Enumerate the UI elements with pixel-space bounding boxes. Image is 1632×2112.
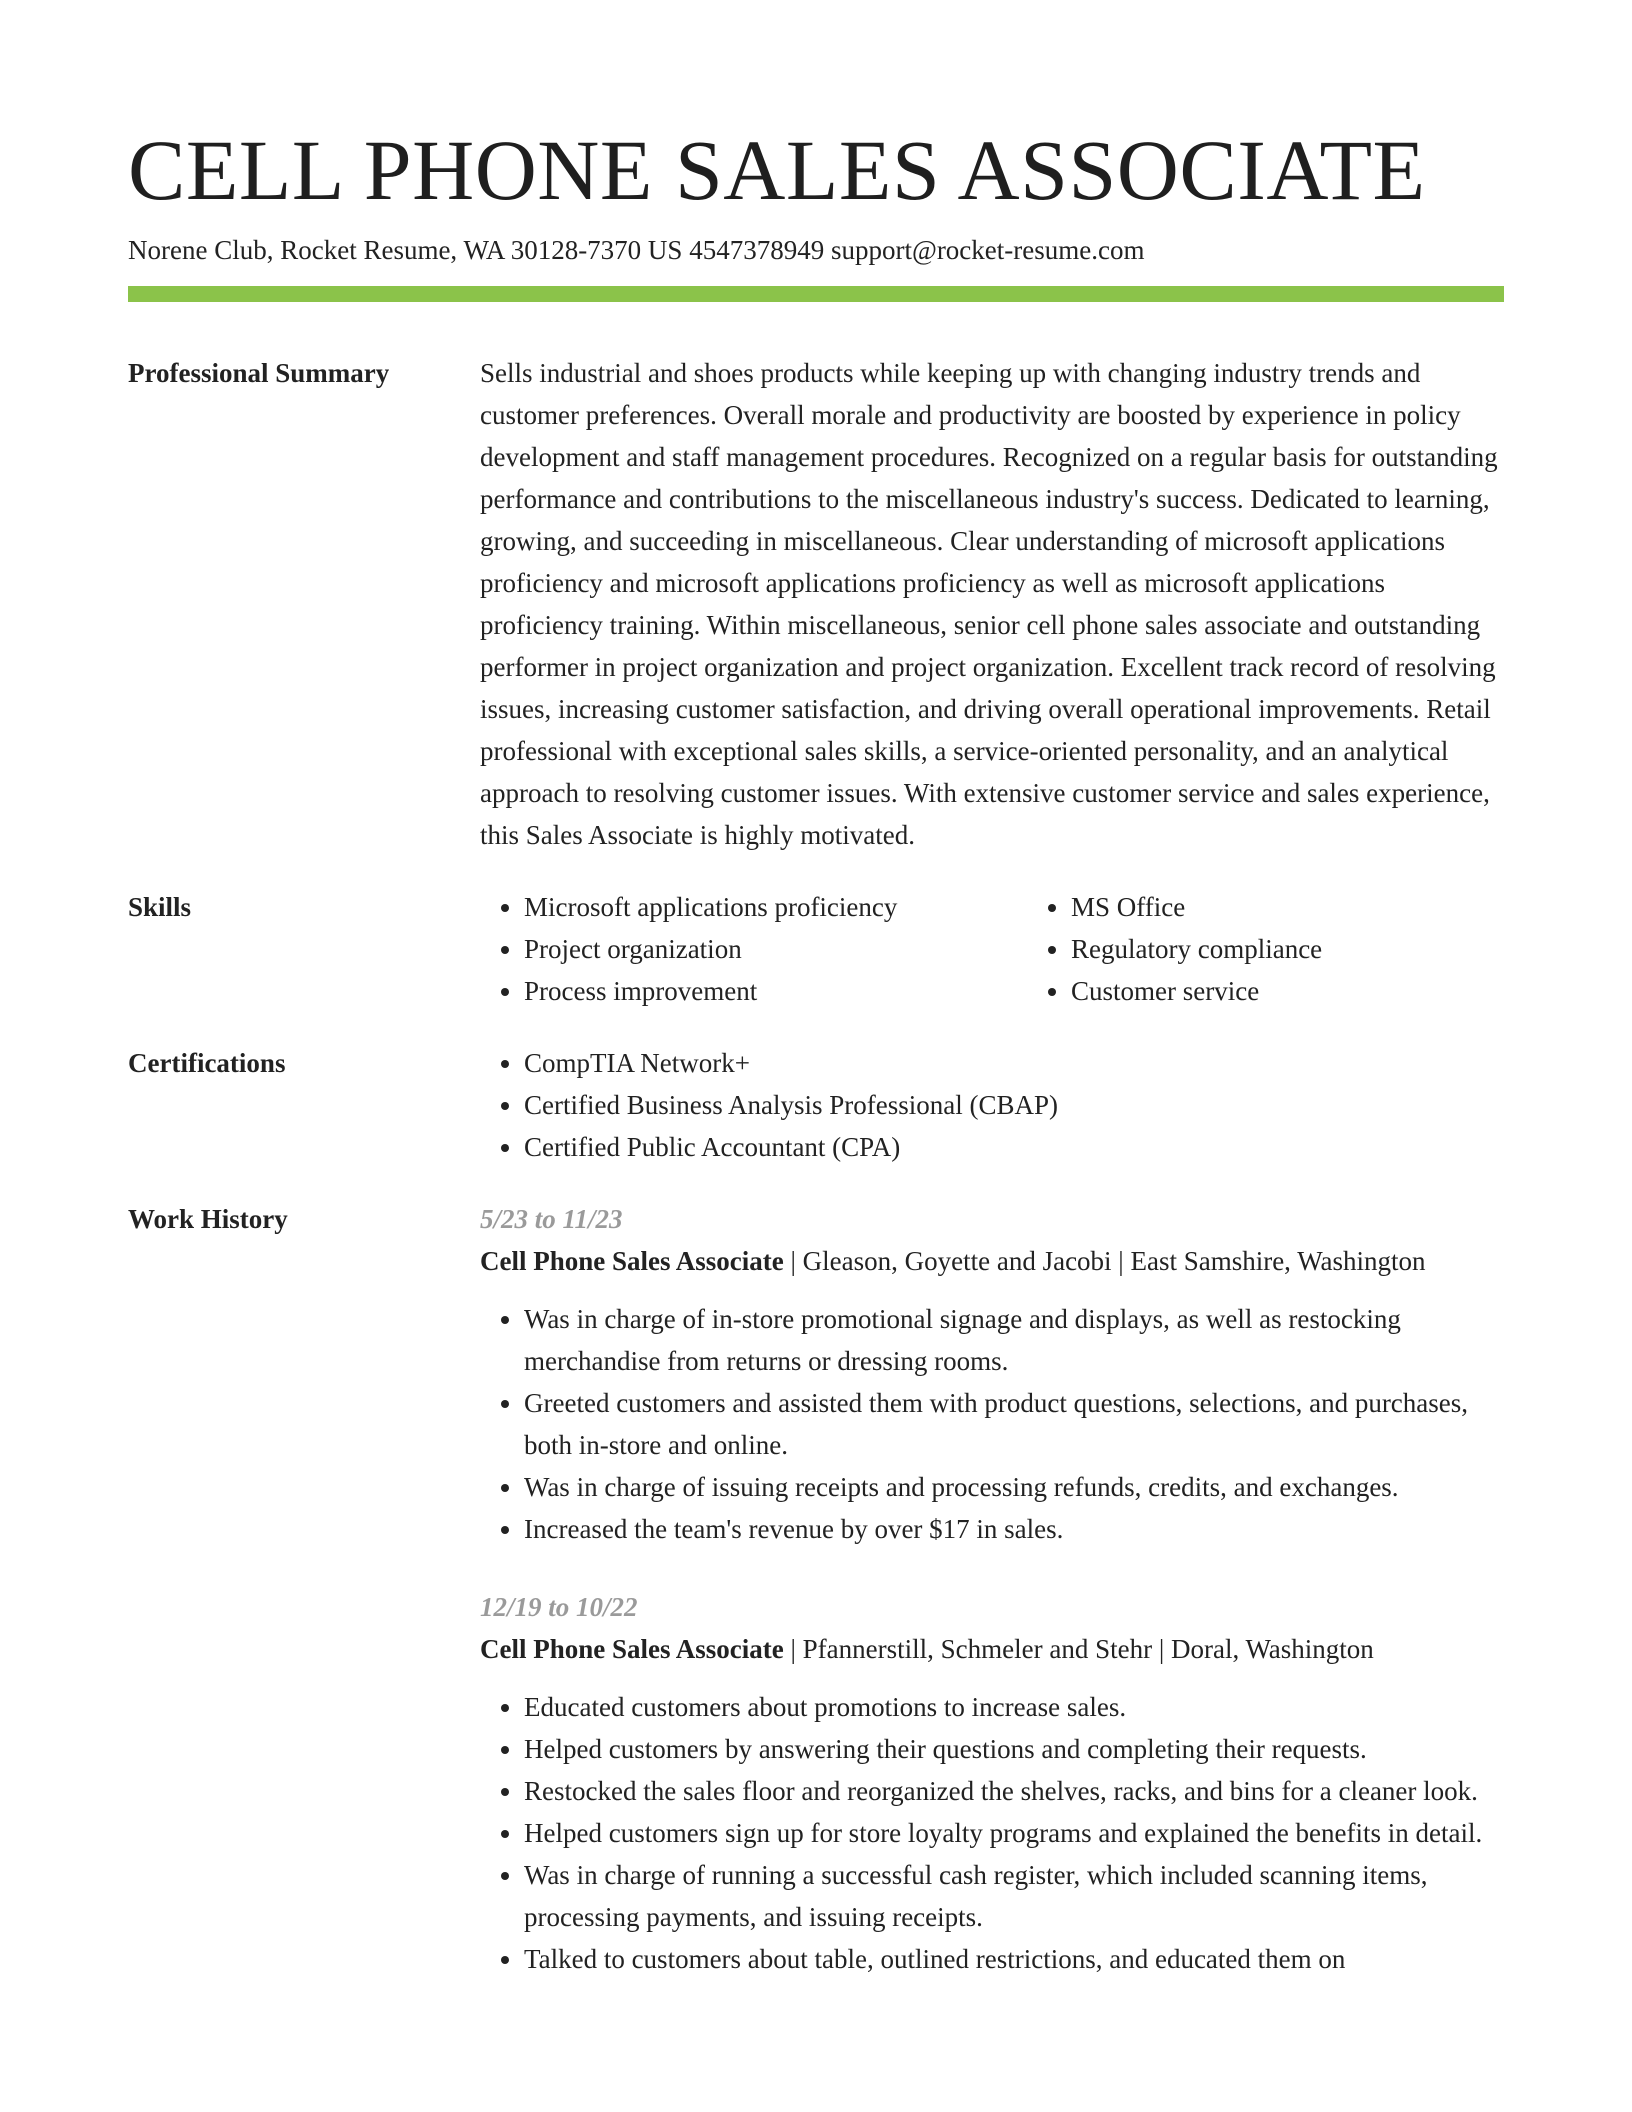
job-duty-item: • Talked to customers about table, outlined restrictions, and educated them on: [524, 1938, 1504, 1980]
job-header: [480, 1628, 1504, 1670]
job-duty-item: • Was in charge of in-store promotional signage and displays, as well as restocking merchandise from returns or dressing rooms.: [524, 1298, 1504, 1382]
job-employer-location: | Gleason, Goyette and Jacobi | East Samshire, Washington: [783, 1246, 1426, 1276]
skill-item: • MS Office: [1071, 886, 1574, 928]
certification-item: • CompTIA Network+: [524, 1042, 1504, 1084]
certifications-list: [480, 1042, 1504, 1168]
job-header: [480, 1240, 1504, 1282]
contact-line: Norene Club, Rocket Resume, WA 30128-7370 US 4547378949 support@rocket-resume.com: [128, 235, 1145, 265]
summary-text: Sells industrial and shoes products while keeping up with changing industry trends and customer preferences. Overall morale and productivity are boosted by experience in policy development and staff management procedures. Recognized on a regular basis for outstanding performance and contributions to the miscellaneous industry's success. Dedicated to learning, growing, and succeeding in miscellaneous. Clear understanding of microsoft applications proficiency and microsoft applications proficiency as well as microsoft applications proficiency training. Within miscellaneous, senior cell phone sales associate and outstanding performer in project organization and project organization. Excellent track record of resolving issues, increasing customer satisfaction, and driving overall operational improvements. Retail professional with exceptional sales skills, a service-oriented personality, and an analytical approach to resolving customer issues. With extensive customer service and sales experience, this Sales Associate is highly motivated.: [480, 358, 1498, 850]
job-duty-item: • Helped customers sign up for store loyalty programs and explained the benefits in detail.: [524, 1812, 1504, 1854]
skills-list-left: [480, 886, 1027, 1012]
job-entry: [480, 1198, 1504, 1550]
job-duty-item: • Greeted customers and assisted them with product questions, selections, and purchases, both in-store and online.: [524, 1382, 1504, 1466]
job-entry: [480, 1586, 1504, 1980]
skill-item: • Customer service: [1071, 970, 1574, 1012]
section-title-summary: Professional Summary: [128, 358, 390, 388]
certification-item: • Certified Public Accountant (CPA): [524, 1126, 1504, 1168]
job-dates: 12/19 to 10/22: [480, 1592, 638, 1622]
job-duty-item: • Increased the team's revenue by over $17 in sales.: [524, 1508, 1504, 1550]
section-title-skills: Skills: [128, 892, 192, 922]
job-duty-item: • Was in charge of issuing receipts and processing refunds, credits, and exchanges.: [524, 1466, 1504, 1508]
summary-section: [128, 352, 1504, 856]
certification-item: • Certified Business Analysis Professional (CBAP): [524, 1084, 1504, 1126]
job-duty-item: • Educated customers about promotions to increase sales.: [524, 1686, 1504, 1728]
skills-section: [128, 886, 1504, 1012]
skills-grid: [480, 886, 1574, 1012]
header-divider: [128, 286, 1504, 302]
job-dates: 5/23 to 11/23: [480, 1204, 623, 1234]
job-employer-location: | Pfannerstill, Schmeler and Stehr | Doral, Washington: [783, 1634, 1374, 1664]
skill-item: • Process improvement: [524, 970, 1027, 1012]
skill-item: • Microsoft applications proficiency: [524, 886, 1027, 928]
certifications-section: [128, 1042, 1504, 1168]
skill-item: • Project organization: [524, 928, 1027, 970]
work-history-section: [128, 1198, 1504, 2016]
job-duty-item: • Helped customers by answering their questions and completing their requests.: [524, 1728, 1504, 1770]
job-title: Cell Phone Sales Associate: [480, 1246, 784, 1276]
certifications-body: [480, 1042, 1504, 1168]
section-title-work-history: Work History: [128, 1204, 288, 1234]
job-duties-list: [480, 1686, 1504, 1980]
job-duties-list: [480, 1298, 1504, 1550]
resume-sections: [128, 352, 1504, 2016]
section-title-certifications: Certifications: [128, 1048, 286, 1078]
job-title: Cell Phone Sales Associate: [480, 1634, 784, 1664]
work-history-body: [480, 1198, 1504, 2016]
skills-list-right: [1027, 886, 1574, 1012]
job-duty-item: • Restocked the sales floor and reorganized the shelves, racks, and bins for a cleaner look.: [524, 1770, 1504, 1812]
summary-body: [480, 352, 1504, 856]
skill-item: • Regulatory compliance: [1071, 928, 1574, 970]
resume-name: CELL PHONE SALES ASSOCIATE: [128, 122, 1426, 218]
job-duty-item: • Was in charge of running a successful cash register, which included scanning items, processing payments, and issuing receipts.: [524, 1854, 1504, 1938]
